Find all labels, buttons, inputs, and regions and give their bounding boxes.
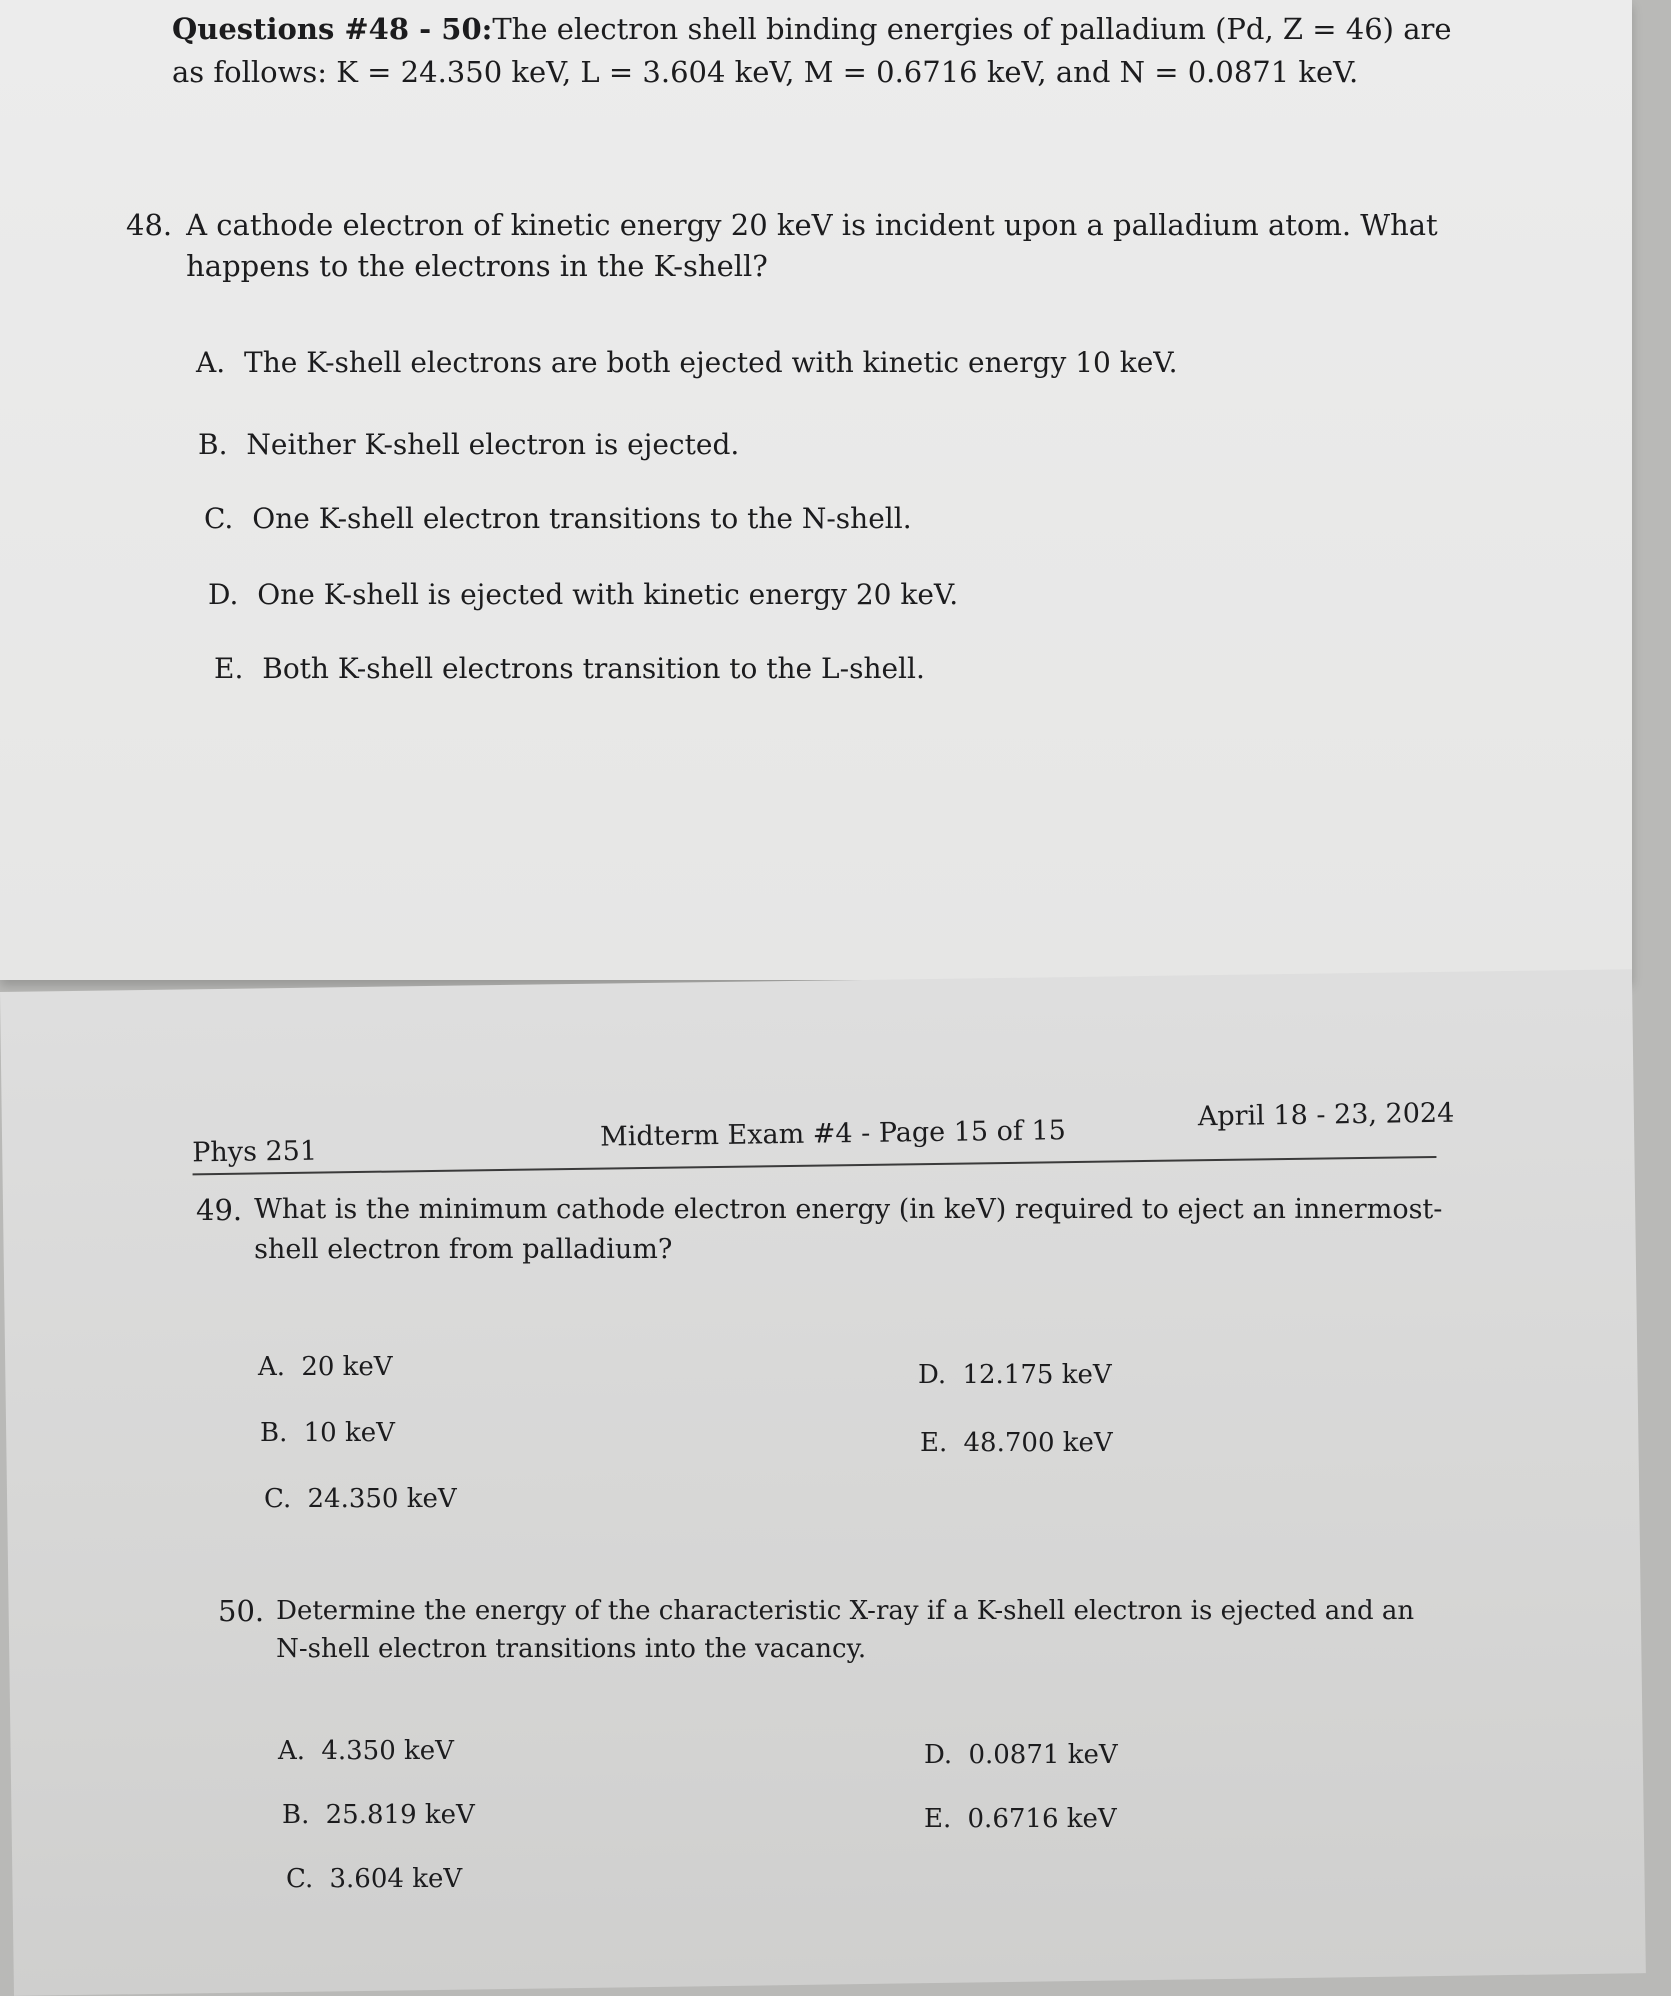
exam-page-bottom <box>0 969 1646 1996</box>
question-number: 48. <box>126 208 173 242</box>
footer-date: April 18 - 23, 2024 <box>1197 1097 1455 1133</box>
option-text: Both K-shell electrons transition to the L-shell. <box>262 652 925 685</box>
option-d <box>918 1360 1112 1390</box>
option-text: Neither K-shell electron is ejected. <box>246 428 740 461</box>
option-text: 24.350 keV <box>307 1484 457 1514</box>
question-text: What is the minimum cathode electron energy (in keV) required to eject an innermost-shell electron from palladium? <box>254 1194 1443 1265</box>
footer-rule <box>193 1156 1437 1175</box>
option-letter: A. <box>278 1736 306 1766</box>
option-e <box>214 652 925 685</box>
option-letter: A. <box>258 1352 286 1382</box>
question-50 <box>218 1592 1438 1668</box>
option-text: 3.604 keV <box>329 1864 463 1894</box>
option-a <box>196 346 1178 379</box>
option-text: One K-shell electron transitions to the N-shell. <box>252 502 912 535</box>
option-letter: D. <box>208 578 239 611</box>
footer-course: Phys 251 <box>192 1135 318 1169</box>
option-text: One K-shell is ejected with kinetic energy 20 keV. <box>257 578 959 611</box>
question-number: 50. <box>218 1594 265 1628</box>
intro-text: The electron shell binding energies of palladium (Pd, Z = 46) are as follows: K = 24.350 keV, L = 3.604 keV, M = 0.6716 keV, and N = 0.0871 keV. <box>172 12 1452 89</box>
option-d <box>924 1740 1118 1770</box>
option-e <box>920 1428 1113 1458</box>
question-text: Determine the energy of the characteristic X-ray if a K-shell electron is ejected and an N-shell electron transitions into the vacancy. <box>276 1596 1415 1664</box>
option-letter: D. <box>924 1740 953 1770</box>
option-letter: E. <box>214 652 244 685</box>
question-48 <box>126 205 1476 287</box>
option-text: 25.819 keV <box>325 1800 475 1830</box>
option-a <box>278 1736 454 1766</box>
option-letter: D. <box>918 1360 947 1390</box>
option-letter: C. <box>204 502 234 535</box>
option-text: 20 keV <box>301 1352 393 1382</box>
option-c <box>204 502 912 535</box>
option-b <box>282 1800 475 1830</box>
option-letter: E. <box>920 1428 948 1458</box>
question-number: 49. <box>196 1193 243 1227</box>
option-letter: A. <box>196 346 226 379</box>
footer-page: Midterm Exam #4 - Page 15 of 15 <box>599 1115 1067 1153</box>
option-e <box>924 1804 1117 1834</box>
option-b <box>260 1418 395 1448</box>
option-letter: B. <box>282 1800 310 1830</box>
option-text: 48.700 keV <box>963 1428 1113 1458</box>
option-text: 10 keV <box>303 1418 395 1448</box>
option-c <box>286 1864 462 1894</box>
question-text: A cathode electron of kinetic energy 20 keV is incident upon a palladium atom. What happens to the electrons in the K-shell? <box>186 208 1438 283</box>
option-text: The K-shell electrons are both ejected with kinetic energy 10 keV. <box>244 346 1178 379</box>
option-b <box>198 428 739 461</box>
option-d <box>208 578 958 611</box>
option-text: 4.350 keV <box>321 1736 454 1766</box>
option-letter: C. <box>286 1864 314 1894</box>
option-text: 0.6716 keV <box>967 1804 1117 1834</box>
option-c <box>264 1484 457 1514</box>
option-text: 12.175 keV <box>962 1360 1112 1390</box>
exam-page-top <box>0 0 1632 980</box>
option-letter: E. <box>924 1804 952 1834</box>
question-49 <box>196 1190 1446 1270</box>
option-letter: B. <box>198 428 228 461</box>
option-letter: B. <box>260 1418 288 1448</box>
intro-paragraph <box>172 8 1492 94</box>
option-letter: C. <box>264 1484 292 1514</box>
option-a <box>258 1352 393 1382</box>
option-text: 0.0871 keV <box>968 1740 1118 1770</box>
intro-lead: Questions #48 - 50: <box>172 12 493 46</box>
